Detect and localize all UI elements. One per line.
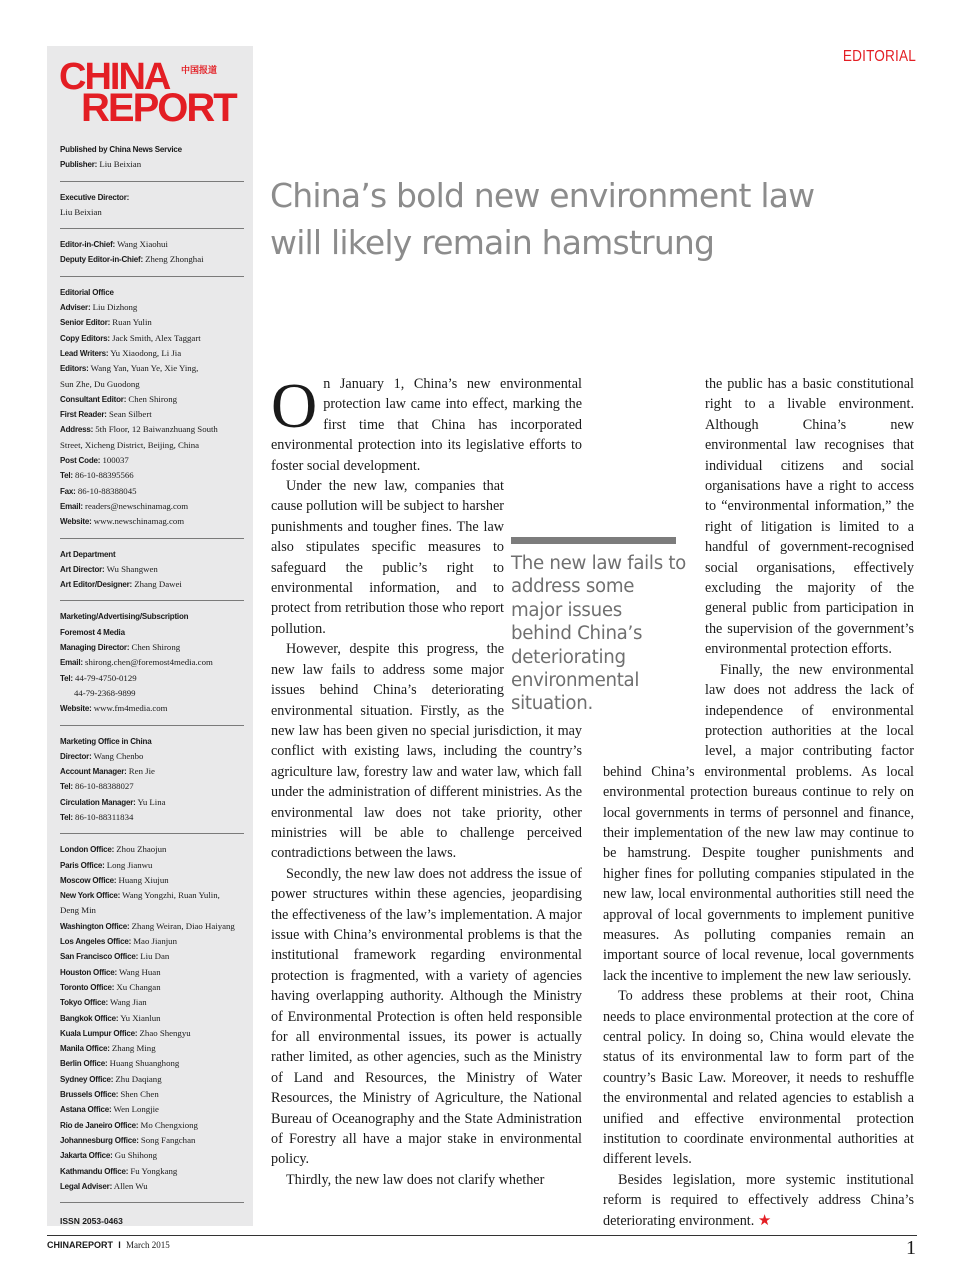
masthead-label: Deputy Editor-in-Chief: [60, 255, 143, 265]
issn: ISSN 2053-0463 [60, 1216, 123, 1226]
footer [47, 1240, 170, 1250]
masthead-label: Website: [60, 517, 92, 527]
masthead-row [60, 453, 244, 468]
china-report-logo [59, 58, 249, 134]
masthead-row [60, 252, 244, 267]
masthead-row [60, 377, 244, 392]
masthead-row [60, 407, 244, 422]
masthead-row [60, 1102, 244, 1117]
masthead-label: Published by China News Service [60, 145, 182, 154]
pull-quote-text: The new law fails to address some major issues behind China’s deteriorating environmental situation. [511, 553, 687, 715]
masthead-value: Chen Shirong [128, 393, 178, 404]
masthead-value: shirong.chen@foremost4media.com [85, 657, 213, 668]
masthead-label: Marketing Office in China [60, 736, 152, 746]
masthead-row [60, 577, 244, 592]
masthead-row [60, 858, 244, 873]
pull-quote-bar [511, 537, 676, 544]
masthead-value: www.newschinamag.com [93, 516, 185, 527]
masthead-row [60, 873, 244, 888]
masthead-value: Liu Dan [140, 951, 170, 962]
masthead-section [60, 842, 244, 1203]
masthead-row [60, 315, 244, 330]
masthead-label: Foremost 4 Media [60, 627, 125, 637]
masthead-row [60, 562, 244, 577]
masthead-row [60, 514, 244, 529]
masthead-label: Legal Adviser: [60, 1181, 113, 1191]
masthead-row [60, 934, 244, 949]
masthead-row [60, 625, 244, 640]
masthead-value: Fu Yongkang [130, 1165, 178, 1176]
masthead-value: Zhang Dawei [134, 579, 182, 590]
masthead-section [60, 285, 244, 539]
masthead-row [60, 438, 244, 453]
pull-quote [511, 537, 686, 716]
masthead-row [60, 190, 244, 205]
masthead-value: Zhou Zhaojun [116, 844, 167, 855]
masthead-label: Johannesburg Office: [60, 1135, 139, 1145]
masthead-label: Editorial Office [60, 287, 114, 297]
masthead-row [60, 285, 244, 300]
masthead-value: 5th Floor, 12 Baiwanzhuang South [95, 424, 218, 435]
masthead-row [60, 995, 244, 1010]
masthead-value: Wu Shangwen [106, 563, 158, 574]
masthead-row [60, 468, 244, 483]
footer-issue: March 2015 [126, 1240, 170, 1250]
masthead-section [60, 547, 244, 602]
masthead-label: Tel: [60, 471, 73, 481]
masthead-label: Moscow Office: [60, 875, 117, 885]
masthead-label: Email: [60, 658, 83, 668]
masthead-row [60, 237, 244, 252]
masthead-section [60, 190, 244, 230]
masthead-value: Ren Jie [128, 766, 155, 777]
masthead-value: Jack Smith, Alex Taggart [112, 332, 201, 343]
masthead-value: Yu Lina [137, 796, 166, 807]
masthead-label: Account Manager: [60, 767, 127, 777]
masthead-row [60, 949, 244, 964]
masthead-row [60, 1118, 244, 1133]
masthead-label: Fax: [60, 486, 76, 496]
masthead-label: Los Angeles Office: [60, 937, 132, 947]
masthead-row [60, 903, 244, 918]
masthead-value: Deng Min [60, 905, 96, 916]
masthead-label: Tel: [60, 812, 73, 822]
masthead-value: Allen Wu [113, 1180, 148, 1191]
masthead-label: Editors: [60, 364, 89, 374]
masthead-row [60, 1164, 244, 1179]
masthead-row [60, 499, 244, 514]
article-paragraph: Besides legislation, more systemic institutional reform is required to effectively address China’s deteriorating environment. ★ [603, 1171, 914, 1229]
masthead-value: Wang Jian [109, 997, 147, 1008]
masthead-value: Wang Xiaohui [117, 239, 168, 250]
masthead-label: Copy Editors: [60, 333, 110, 343]
masthead-row [60, 1179, 244, 1194]
masthead-value: Mao Jianjun [133, 936, 177, 947]
masthead-label: Art Director: [60, 564, 105, 574]
masthead-label: Adviser: [60, 303, 91, 313]
masthead-label: Washington Office: [60, 921, 130, 931]
masthead-row [60, 980, 244, 995]
masthead-value: readers@newschinamag.com [85, 500, 189, 511]
masthead-label: First Reader: [60, 410, 107, 420]
masthead-label: Website: [60, 704, 92, 714]
masthead-value: Zhu Daqiang [115, 1073, 162, 1084]
masthead-section [60, 734, 244, 835]
masthead-label: Editor-in-Chief: [60, 240, 116, 250]
masthead-row [60, 1148, 244, 1163]
masthead-label: Brussels Office: [60, 1090, 119, 1100]
masthead-label: Post Code: [60, 456, 101, 466]
masthead-row [60, 686, 244, 701]
masthead-label: Email: [60, 501, 83, 511]
section-label: EDITORIAL [842, 48, 916, 65]
masthead-row [60, 842, 244, 857]
masthead-value: Yu Xianlun [120, 1012, 161, 1023]
masthead-value: Zhang Ming [111, 1043, 156, 1054]
masthead-row [60, 655, 244, 670]
masthead-value: Sun Zhe, Du Guodong [60, 378, 140, 389]
masthead-row [60, 671, 244, 686]
masthead-value: Liu Dizhong [92, 302, 138, 313]
masthead-row [60, 779, 244, 794]
end-star-icon: ★ [757, 1212, 772, 1229]
masthead-row [60, 609, 244, 624]
masthead-row [60, 1087, 244, 1102]
masthead-value: Long Jianwu [106, 859, 153, 870]
masthead-label: Address: [60, 425, 94, 435]
masthead-row [60, 919, 244, 934]
masthead-value: Gu Shihong [114, 1150, 158, 1161]
masthead-section [60, 142, 244, 182]
masthead-value: Huang Shuanghong [109, 1058, 180, 1069]
footer-rule [47, 1235, 917, 1236]
masthead-row [60, 205, 244, 220]
masthead-label: Art Editor/Designer: [60, 580, 133, 590]
masthead-value: 44-79-2368-9899 [74, 687, 136, 698]
masthead-label: Circulation Manager: [60, 797, 136, 807]
masthead-value: www.fm4media.com [93, 703, 168, 714]
masthead-value: 44-79-4750-0129 [75, 672, 137, 683]
masthead-row [60, 701, 244, 716]
masthead-row [60, 640, 244, 655]
article-paragraph: On January 1, China’s new environmental protection law came into effect, marking the first time that China has incorporated environmental protection into its legislative efforts to foster social development. [271, 370, 582, 474]
footer-separator: I [118, 1240, 121, 1250]
article-paragraph: Thirdly, the new law does not clarify whether [286, 1171, 545, 1188]
footer-magazine: CHINAREPORT [47, 1240, 114, 1250]
article-paragraph: However, despite this progress, the new law fails to address some major issues behind China’s deteriorating environmental situation. Firstly, as the new law has been given no special jurisdiction, it may conflict with existing laws, including the country’s agriculture law, forestry law and water law, which fall under the administration of different ministries. As the environmental law does not take priority, other ministries will be able to challenge perceived contradictions between the laws. [271, 641, 582, 862]
masthead-sidebar [47, 46, 253, 1226]
masthead-section [60, 609, 244, 725]
masthead-label: Astana Office: [60, 1105, 112, 1115]
masthead-label: Tel: [60, 673, 73, 683]
article-paragraph: the public has a basic constitutional right to a livable environment. Although China’s new environmental law recognises that individual citizens and social organisations have a right to access to “environmental information,” the right of litigation is limited to a handful of government-recognised social organisations, effectively excluding the majority of the general public from participation in the supervision of the government’s environmental protection efforts. [705, 376, 914, 658]
masthead-row [60, 749, 244, 764]
masthead-row [60, 795, 244, 810]
headline: China’s bold new environment law will likely remain hamstrung [270, 176, 815, 262]
masthead-label: Executive Director: [60, 192, 130, 202]
masthead-value: Wang Huan [119, 966, 161, 977]
masthead-row [60, 1011, 244, 1026]
masthead-row [60, 361, 244, 376]
masthead-value: 86-10-88395566 [75, 470, 134, 481]
article-paragraph: Under the new law, companies that cause pollution will be subject to harsher punishments and tougher fines. The law also stipulates specific measures to safeguard the public’s right to environmental information, and to protect from retribution those who report pollution. [271, 478, 504, 637]
masthead-value: 86-10-88388045 [77, 485, 137, 496]
masthead-label: London Office: [60, 845, 115, 855]
masthead-value: Zheng Zhonghai [145, 254, 204, 265]
article-paragraph: Finally, the new environmental law does not address the lack of independence of environmental protection authorities at the local level, a major contributing factor behind China’s environmental problems. As local environmental protection bureaus continue to rely on local governments in terms of personnel and finance, their implementation of the new law may continue to be hamstrung. Despite tougher punishments and higher fines for polluting companies stipulated in the new law, local environmental authorities still need the approval of local governments to implement punitive measures. As polluting companies remain an important source of local revenue, local governments lack the incentive to implement the new law seriously. [603, 661, 914, 984]
masthead-row [60, 392, 244, 407]
masthead-row [60, 1133, 244, 1148]
masthead-value: Chen Shirong [131, 642, 181, 653]
page-number: 1 [906, 1237, 916, 1259]
masthead-row [60, 764, 244, 779]
logo-chinese: 中国报道 [181, 66, 218, 76]
masthead-row [60, 331, 244, 346]
masthead-label: Kathmandu Office: [60, 1166, 129, 1176]
masthead-row [60, 547, 244, 562]
masthead-value: Zhang Weiran, Diao Haiyang [131, 920, 235, 931]
masthead-value: Ruan Yulin [112, 317, 152, 328]
masthead-label: Managing Director: [60, 643, 130, 653]
masthead-list [60, 142, 244, 1211]
masthead-label: Lead Writers: [60, 348, 109, 358]
masthead-row [60, 1026, 244, 1041]
masthead-row [60, 888, 244, 903]
masthead-label: Director: [60, 751, 92, 761]
masthead-value: Liu Beixian [60, 206, 102, 217]
masthead-row [60, 157, 244, 172]
masthead-label: Art Department [60, 549, 116, 559]
masthead-label: San Francisco Office: [60, 952, 139, 962]
masthead-label: Manila Office: [60, 1044, 110, 1054]
masthead-label: Houston Office: [60, 967, 117, 977]
masthead-row [60, 1072, 244, 1087]
masthead-value: 86-10-88311834 [75, 811, 134, 822]
masthead-row [60, 484, 244, 499]
masthead-label: Kuala Lumpur Office: [60, 1028, 138, 1038]
masthead-label: Toronto Office: [60, 982, 115, 992]
masthead-label: Publisher: [60, 160, 98, 170]
masthead-label: Sydney Office: [60, 1074, 114, 1084]
masthead-value: Liu Beixian [99, 159, 142, 170]
masthead-row [60, 810, 244, 825]
masthead-value: Yu Xiaodong, Li Jia [110, 347, 182, 358]
logo-line1: CHINA [59, 56, 170, 98]
masthead-value: Zhao Shengyu [139, 1027, 191, 1038]
article-column-1 [271, 370, 582, 1190]
masthead-value: Sean Silbert [108, 409, 152, 420]
article-column-2 [603, 374, 914, 1231]
masthead-value: Mo Chengxiong [140, 1119, 198, 1130]
masthead-value: Song Fangchan [140, 1134, 196, 1145]
masthead-value: 86-10-88388027 [75, 781, 134, 792]
masthead-row [60, 346, 244, 361]
masthead-label: Marketing/Advertising/Subscription [60, 612, 189, 622]
masthead-row [60, 422, 244, 437]
masthead-label: Rio de Janeiro Office: [60, 1120, 139, 1130]
drop-cap: O [271, 370, 318, 441]
masthead-value: Wang Chenbo [93, 750, 144, 761]
masthead-value: Wang Yan, Yuan Ye, Xie Ying, [90, 363, 199, 374]
masthead-row [60, 300, 244, 315]
masthead-label: Berlin Office: [60, 1059, 108, 1069]
masthead-value: Wang Yongzhi, Ruan Yulin, [122, 890, 220, 901]
masthead-row [60, 1041, 244, 1056]
masthead-value: Xu Changan [116, 981, 161, 992]
article-paragraph: Secondly, the new law does not address the issue of power structures within these agencies, jeopardising the effectiveness of the law’s implementation. A major issue with China’s environmental problems is that the institutional framework regarding environmental protection is fragmented, with a variety of agencies having overlapping authority. Although the Ministry of Environmental Protection is often held responsible for all environmental issues, its power is actually rather limited, as other agencies, such as the Ministry of Land and Resources, the Ministry of Water Resources, the Ministry of Agriculture, the National Bureau of Oceanography and the State Administration of Forestry all have a major stake in environmental policy. [271, 865, 582, 1168]
masthead-label: Tokyo Office: [60, 998, 108, 1008]
masthead-row [60, 734, 244, 749]
masthead-label: New York Office: [60, 891, 121, 901]
masthead-value: Street, Xicheng District, Beijing, China [60, 439, 200, 450]
masthead-label: Senior Editor: [60, 318, 111, 328]
masthead-row [60, 1056, 244, 1071]
masthead-row [60, 965, 244, 980]
masthead-label: Bangkok Office: [60, 1013, 119, 1023]
logo-line2: REPORT [81, 86, 236, 130]
masthead-value: Huang Xiujun [118, 874, 169, 885]
masthead-label: Paris Office: [60, 860, 105, 870]
masthead-value: Wen Longjie [113, 1104, 159, 1115]
masthead-value: Shen Chen [120, 1089, 159, 1100]
masthead-label: Tel: [60, 782, 73, 792]
article-paragraph: To address these problems at their root, China needs to place environmental protection at the core of central policy. In doing so, China would elevate the status of its environmental law to form part of the country’s Basic Law. Moreover, it needs to reshuffle the environmental and related agencies to establish a unified and effective environmental protection institution to coordinate environmental authorities at different levels. [603, 988, 914, 1168]
masthead-section [60, 237, 244, 277]
masthead-value: 100037 [102, 455, 129, 466]
masthead-label: Jakarta Office: [60, 1151, 113, 1161]
masthead-label: Consultant Editor: [60, 394, 127, 404]
masthead-row [60, 142, 244, 157]
